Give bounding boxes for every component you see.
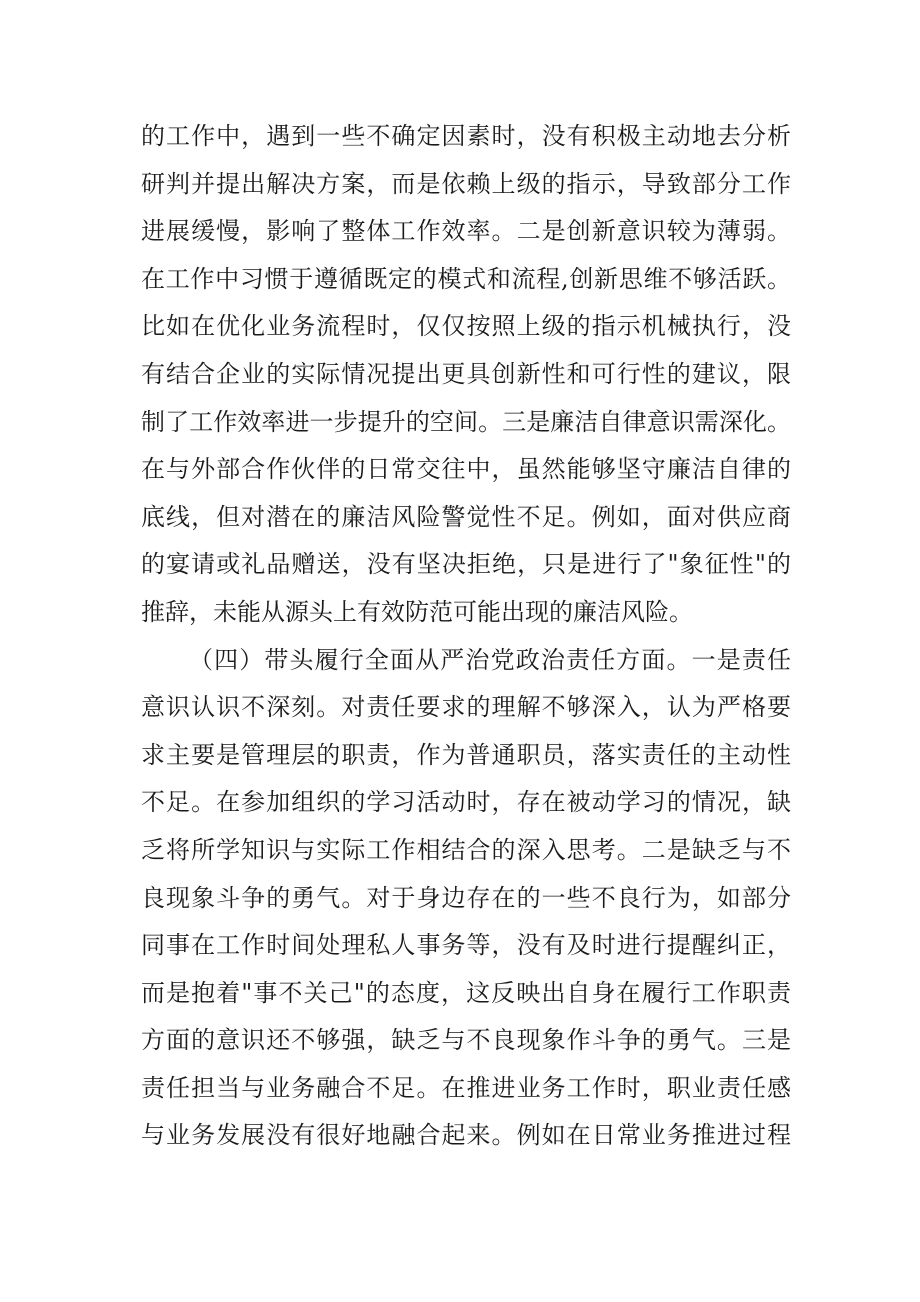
text-line: 求主要是管理层的职责，作为普通职员，落实责任的主动性 (141, 740, 791, 769)
text-line: 与业务发展没有很好地融合起来。例如在日常业务推进过程 (141, 1121, 791, 1150)
text-line: 同事在工作时间处理私人事务等，没有及时进行提醒纠正， (141, 931, 791, 960)
text-line: 良现象斗争的勇气。对于身边存在的一些不良行为，如部分 (141, 883, 791, 912)
document-body (141, 113, 791, 1160)
paragraph-end-line: 推辞，未能从源头上有效防范可能出现的廉洁风险。 (141, 597, 693, 626)
text-line: 在与外部合作伙伴的日常交往中，虽然能够坚守廉洁自律的 (141, 455, 791, 484)
text-line: 比如在优化业务流程时，仅仅按照上级的指示机械执行，没 (141, 312, 791, 341)
text-line: 在工作中习惯于遵循既定的模式和流程,创新思维不够活跃。 (141, 264, 791, 293)
text-line: 不足。在参加组织的学习活动时，存在被动学习的情况，缺 (141, 788, 791, 817)
text-line: 而是抱着"事不关己"的态度，这反映出自身在履行工作职责 (141, 978, 791, 1007)
text-line: 乏将所学知识与实际工作相结合的深入思考。二是缺乏与不 (141, 835, 791, 864)
text-line: 有结合企业的实际情况提出更具创新性和可行性的建议，限 (141, 359, 791, 388)
text-line: 底线，但对潜在的廉洁风险警觉性不足。例如，面对供应商 (141, 502, 791, 531)
text-line: 意识认识不深刻。对责任要求的理解不够深入，认为严格要 (141, 693, 791, 722)
text-line: 制了工作效率进一步提升的空间。三是廉洁自律意识需深化。 (141, 407, 791, 436)
text-line: 的工作中，遇到一些不确定因素时，没有积极主动地去分析 (141, 122, 791, 150)
text-line: 责任担当与业务融合不足。在推进业务工作时，职业责任感 (141, 1073, 791, 1102)
text-line: 方面的意识还不够强，缺乏与不良现象作斗争的勇气。三是 (141, 1026, 791, 1055)
text-line: 研判并提出解决方案，而是依赖上级的指示，导致部分工作 (141, 169, 791, 198)
text-line: 的宴请或礼品赠送，没有坚决拒绝，只是进行了"象征性"的 (141, 550, 791, 579)
section-heading-line: （四）带头履行全面从严治党政治责任方面。一是责任 (189, 645, 791, 674)
text-line: 进展缓慢，影响了整体工作效率。二是创新意识较为薄弱。 (141, 217, 791, 246)
